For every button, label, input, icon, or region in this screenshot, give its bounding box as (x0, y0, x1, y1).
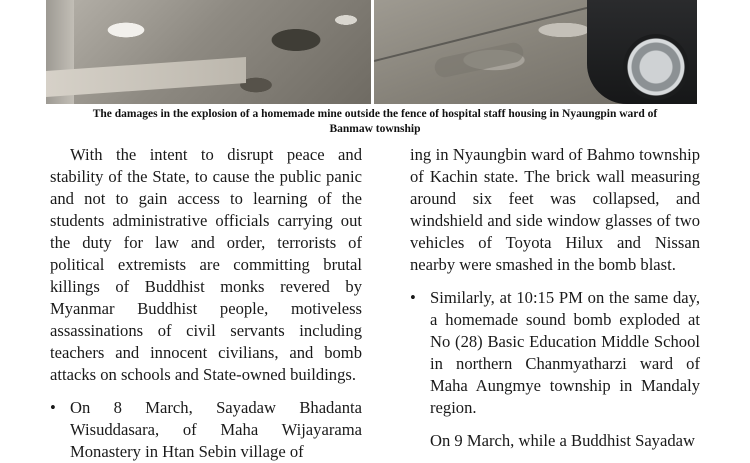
continued-paragraph: ing in Nyaungbin ward of Bahmo township of Kachin state. The brick wall measuring around six feet was collapsed, and windshield and side window glasses of two vehicles of Toyota Hilux and Nissan nearby were smashed in the bomb blast. (410, 145, 700, 274)
photo-wheel (623, 34, 689, 100)
explosion-photo-right (374, 0, 697, 104)
bullet-text: On 8 March, Sayadaw Bhadanta Wisuddasara, of Maha Wijayarama Monastery in Htan Sebin village of (70, 398, 362, 461)
intro-paragraph: With the intent to disrupt peace and stability of the State, to cause the public panic and not to gain access to learning of the students administrative officials carrying out the duty for law and order, terrorists of political extremists are committing brutal killings of Buddhist monks revered by Myanmar Buddhist people, motiveless assassinations of civil servants including teachers and innocent civilians, and bomb attacks on schools and State-owned buildings. (50, 145, 362, 384)
explosion-photo-left (46, 0, 371, 104)
caption-line-2: Banmaw township (329, 123, 421, 135)
bullet-icon: • (410, 288, 416, 307)
photo-ledge (46, 57, 246, 97)
bullet-item-school-bomb (410, 287, 700, 419)
photo-caption (40, 107, 710, 137)
photo-debris (433, 41, 525, 79)
bullet-item-march-8 (50, 397, 362, 463)
bullet-icon: • (50, 398, 56, 417)
caption-line-1: The damages in the explosion of a homemade mine outside the fence of hospital staff housing in Nyaungpin ward of (92, 108, 658, 120)
partial-line: On 9 March, while a Buddhist Sayadaw (430, 431, 695, 450)
bullet-text: Similarly, at 10:15 PM on the same day, a homemade sound bomb exploded at No (28) Basic Education Middle School in northern Chanmyatharzi ward of Maha Aungmye township in Mandaly region. (430, 288, 700, 417)
right-column (410, 144, 700, 452)
left-column (50, 144, 362, 463)
